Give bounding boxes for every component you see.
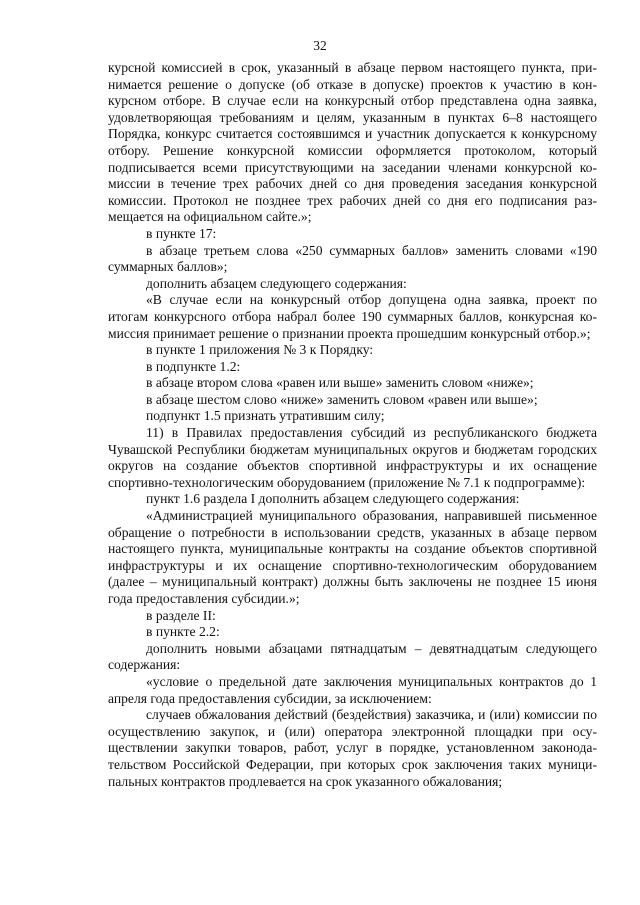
paragraph: пункт 1.6 раздела I дополнить абзацем следующего содержания: bbox=[146, 491, 520, 507]
paragraph: 11) в Правилах предоставления субсидий из республиканского бюджета Чувашской Республики бюджетам муниципальных округов и бюджетам городских округов на создание объектов спортивной инфраструктуры и их оснащение спортивно-технологическим оборудованием (приложение № 7.1 к подпрограмме): bbox=[108, 425, 597, 490]
paragraph: в разделе II: bbox=[146, 607, 216, 623]
paragraph: курсной комиссией в срок, указанный в абзаце первом настоящего пункта, принимается решение о допуске (об отказе в допуске) проектов к участию в конкурсном отборе. В случае если на конкурсный отбор представлена одна заявка, удовлетворяющая требованиям и целям, указанным в пунктах 6–8 настоящего Порядка, конкурс считается состоявшимся и участник допускается к конкурсному отбору. Решение конкурсной комиссии оформляется протоколом, который подписывается всеми присутствующими на заседании членами конкурсной комиссии в течение трех рабочих дней со дня проведения заседания конкурсной комиссии. Протокол не позднее трех рабочих дней со дня его подписания размещается на официальном сайте.»; bbox=[108, 60, 597, 225]
paragraph: в абзаце третьем слова «250 суммарных баллов» заменить словами «190 суммарных баллов»; bbox=[108, 242, 597, 275]
paragraph: «Администрацией муниципального образования, направившей письменное обращение о потребности в использовании средств, указанных в абзаце первом настоящего пункта, муниципальные контракты на создание объектов спортивной инфраструктуры и их оснащение спортивно-технологическим оборудованием (далее – муниципальный контракт) должны быть заключены не позднее 15 июня года предоставления субсидии.»; bbox=[108, 508, 597, 606]
paragraph: в абзаце втором слова «равен или выше» заменить словом «ниже»; bbox=[146, 375, 534, 391]
paragraph: в пункте 1 приложения № 3 к Порядку: bbox=[146, 342, 374, 358]
paragraph: в пункте 17: bbox=[146, 225, 217, 241]
paragraph: в абзаце шестом слово «ниже» заменить словом «равен или выше»; bbox=[146, 391, 538, 407]
paragraph: дополнить абзацем следующего содержания: bbox=[146, 275, 407, 291]
paragraph: дополнить новыми абзацами пятнадцатым – девятнадцатым следующего содержания: bbox=[108, 640, 597, 673]
paragraph: в пункте 2.2: bbox=[146, 624, 220, 640]
paragraph: подпункт 1.5 признать утратившим силу; bbox=[146, 408, 385, 424]
page-number: 32 bbox=[313, 38, 327, 53]
paragraph: в подпункте 1.2: bbox=[146, 358, 241, 374]
paragraph: «условие о предельной дате заключения муниципальных контрактов до 1 апреля года предоставления субсидии, за исключением: bbox=[108, 673, 597, 706]
paragraph: «В случае если на конкурсный отбор допущена одна заявка, проект по итогам конкурсного отбора набрал более 190 суммарных баллов, конкурсная комиссия принимает решение о признании проекта прошедшим конкурсный отбор.»; bbox=[108, 292, 597, 341]
paragraph: случаев обжалования действий (бездействия) заказчика, и (или) комиссии по осуществлению закупок, и (или) оператора электронной площадки при осуществлении закупки товаров, работ, услуг в порядке, установленном законодательством Российской Федерации, при которых срок заключения таких муниципальных контрактов продлевается на срок указанного обжалования; bbox=[108, 707, 597, 789]
document-body bbox=[108, 60, 597, 790]
